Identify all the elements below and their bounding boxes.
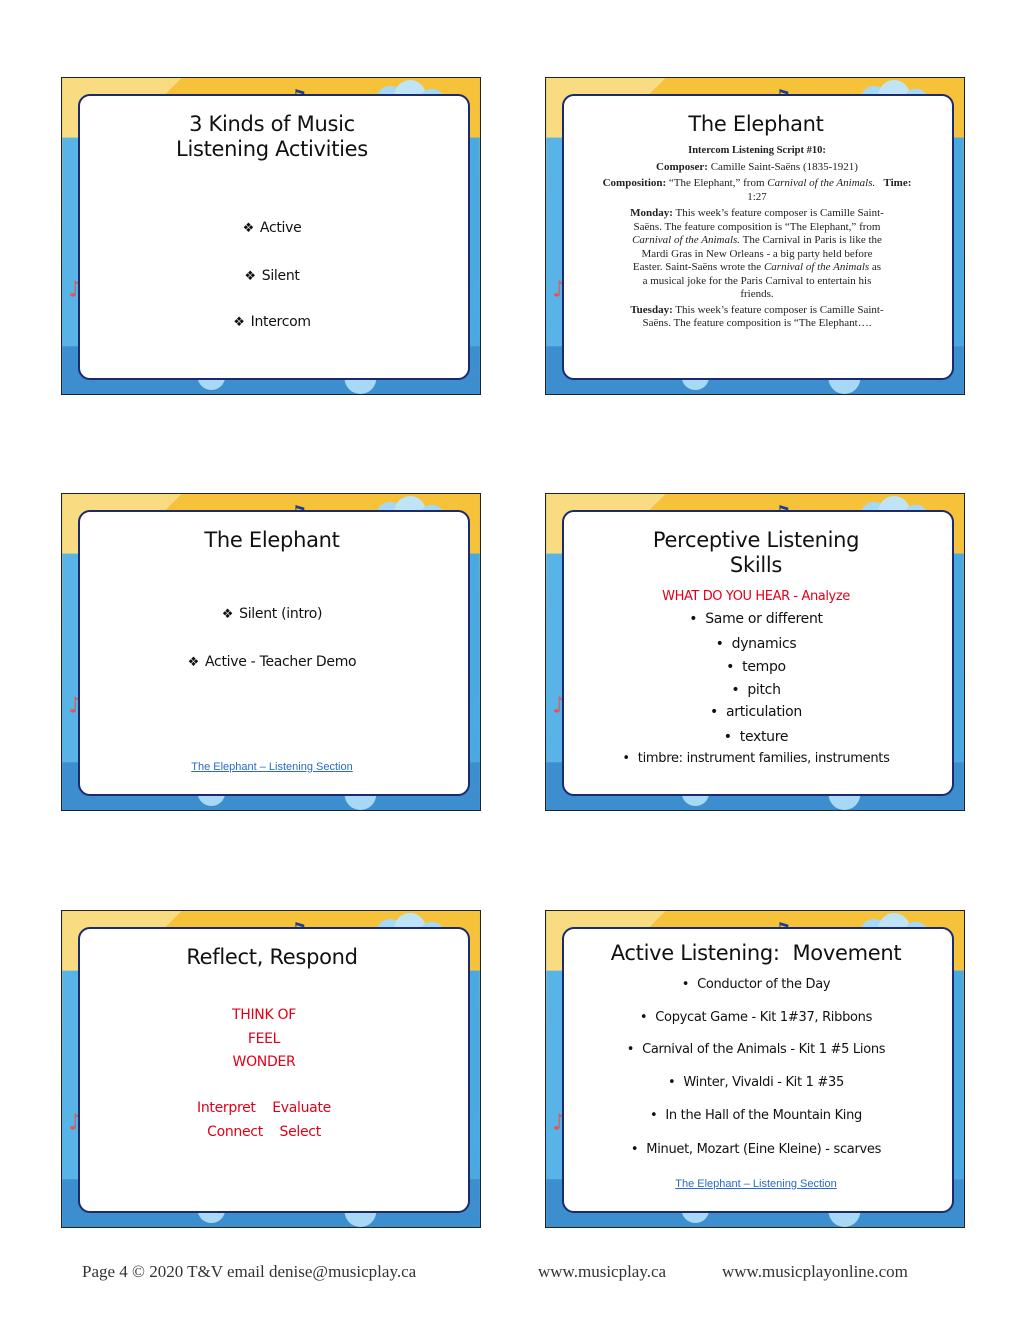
title-line-2: Listening Activities <box>176 137 368 161</box>
footer-page-info: Page 4 © 2020 T&V email denise@musicplay.ca <box>82 1262 417 1281</box>
title-line-2: Skills <box>729 553 783 577</box>
list-item: • Conductor of the Day <box>681 977 831 992</box>
list-item: • timbre: instrument families, instruments <box>622 751 890 766</box>
slide-reflect-respond <box>61 910 481 1228</box>
slide-title: Reflect, Respond <box>186 945 358 969</box>
list-item: • In the Hall of the Mountain King <box>650 1108 862 1123</box>
wonder-text: WONDER <box>232 1054 296 1070</box>
slide-title: The Elephant <box>688 112 824 136</box>
footer-site-musicplayonline[interactable]: www.musicplayonline.com <box>722 1262 908 1281</box>
list-item: • dynamics <box>715 636 797 652</box>
title-line-1: Perceptive Listening <box>652 528 860 552</box>
list-item: ❖ Active <box>242 220 302 236</box>
slide-active-movement <box>545 910 965 1228</box>
composition-line: Composition: “The Elephant,” from Carnival of the Animals. Time: 1:27 <box>602 177 912 203</box>
footer-site-musicplay[interactable]: www.musicplay.ca <box>538 1262 667 1281</box>
interpret-evaluate-text: Interpret Evaluate <box>197 1100 331 1116</box>
list-item: • tempo <box>726 659 786 675</box>
listening-section-link[interactable]: The Elephant – Listening Section <box>675 1178 837 1190</box>
think-of-text: THINK OF <box>232 1007 296 1023</box>
diamond-bullet-icon: ❖ <box>244 269 256 284</box>
listening-section-link[interactable]: The Elephant – Listening Section <box>191 761 353 773</box>
slide-title <box>546 528 965 578</box>
list-item: ❖ Silent (intro) <box>221 606 323 622</box>
analyze-heading: WHAT DO YOU HEAR - Analyze <box>662 589 850 604</box>
diamond-bullet-icon: ❖ <box>242 221 254 236</box>
list-item: • articulation <box>710 704 802 720</box>
list-item: • Minuet, Mozart (Eine Kleine) - scarves <box>630 1142 882 1157</box>
list-item: ❖ Active - Teacher Demo <box>187 654 357 670</box>
slide-perceptive-skills <box>545 493 965 811</box>
list-item: • Winter, Vivaldi - Kit 1 #35 <box>668 1075 844 1090</box>
list-item: • texture <box>723 729 789 745</box>
title-line-1: 3 Kinds of Music <box>189 112 355 136</box>
list-item: ❖ Silent <box>244 268 300 284</box>
monday-paragraph: Monday: This week’s feature composer is Camille Saint- Saëns. The feature composition is “The Elephant,” from Carnival of the Animals. The Carnival in Paris is like the Mardi Gras in New Orleans - a big party held before Easter. Saint-Saëns wrote the Carnival of the Animals as a musical joke for the Paris Carnival to entertain his friends. <box>630 207 884 300</box>
connect-select-text: Connect Select <box>207 1124 321 1140</box>
list-item: • Same or different <box>689 611 823 627</box>
slide-title: Active Listening: Movement <box>610 941 902 965</box>
feel-text: FEEL <box>247 1031 281 1047</box>
diamond-bullet-icon: ❖ <box>233 315 245 330</box>
slide-three-kinds <box>61 77 481 395</box>
list-item: • Carnival of the Animals - Kit 1 #5 Lions <box>626 1042 886 1057</box>
list-item: • pitch <box>731 682 781 698</box>
list-item: • Copycat Game - Kit 1#37, Ribbons <box>639 1010 873 1025</box>
slide-elephant <box>61 493 481 811</box>
tuesday-paragraph: Tuesday: This week’s feature composer is Camille Saint- Saëns. The feature composition is “The Elephant…. <box>630 303 884 329</box>
diamond-bullet-icon: ❖ <box>187 655 200 670</box>
script-text <box>592 144 922 331</box>
script-subtitle: Intercom Listening Script #10: <box>688 145 826 156</box>
composer-line: Composer: Camille Saint-Saëns (1835-1921) <box>656 160 858 173</box>
slide-title: The Elephant <box>204 528 340 552</box>
diamond-bullet-icon: ❖ <box>221 607 234 622</box>
slide-title <box>62 112 481 162</box>
list-item: ❖ Intercom <box>233 314 311 330</box>
slide-intercom-script <box>545 77 965 395</box>
